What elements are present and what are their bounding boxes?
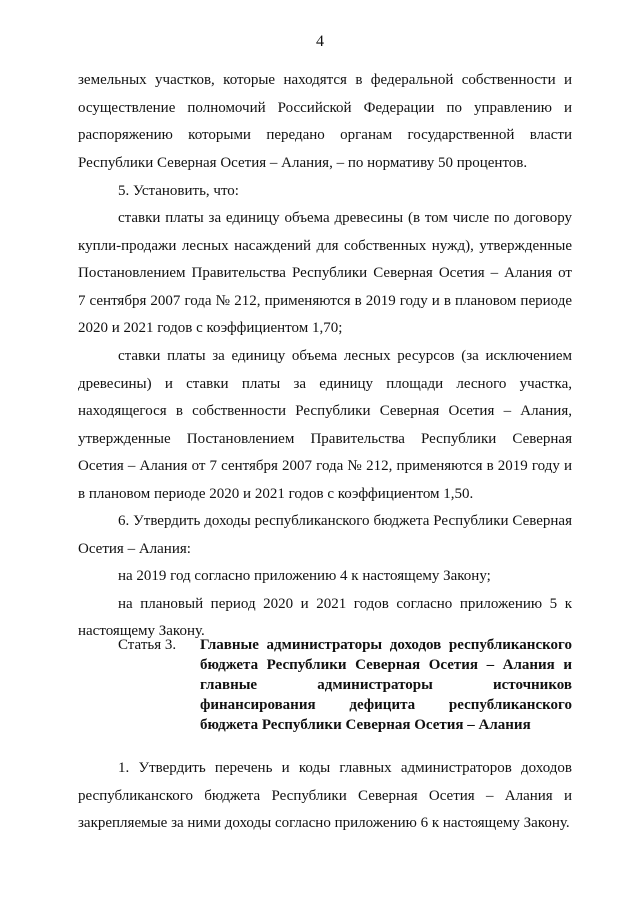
body-line: ставки платы за единицу объема лесных ресурсов (за исключением	[118, 348, 572, 364]
article-title-line: бюджета Республики Северная Осетия – Алания и	[200, 657, 572, 673]
body-line: ставки платы за единицу объема древесины (в том числе по договору	[118, 210, 572, 226]
body-line: древесины) и ставки платы за единицу площади лесного участка,	[78, 376, 572, 392]
body-line: в плановом периоде 2020 и 2021 годов с коэффициентом 1,50.	[78, 486, 474, 502]
body-line: земельных участков, которые находятся в федеральной собственности и	[78, 72, 572, 88]
body-line: на 2019 год согласно приложению 4 к настоящему Закону;	[118, 568, 491, 584]
body-line: утвержденные Постановлением Правительства Республики Северная	[78, 431, 572, 447]
article-label: Статья 3.	[118, 637, 177, 653]
body-line: распоряжению которыми передано органам государственной власти	[78, 127, 572, 143]
body-line: республиканского бюджета Республики Северная Осетия – Алания и	[78, 788, 572, 804]
body-line: 2020 и 2021 годов с коэффициентом 1,70;	[78, 320, 343, 336]
article-title-line: Главные администраторы доходов республиканского	[200, 637, 572, 653]
page-number: 4	[316, 33, 324, 50]
body-line: Осетия – Алания:	[78, 541, 191, 557]
body-line: закрепляемые за ними доходы согласно приложению 6 к настоящему Закону.	[78, 815, 570, 831]
article-title	[200, 635, 572, 735]
body-line: находящегося в собственности Республики Северная Осетия – Алания,	[78, 403, 572, 419]
body-line: купли-продажи лесных насаждений для собственных нужд), утвержденные	[78, 238, 572, 254]
body-line: 6. Утвердить доходы республиканского бюджета Республики Северная	[118, 513, 572, 529]
article-title-line: главные администраторы источников	[200, 677, 572, 693]
body-line: 1. Утвердить перечень и коды главных администраторов доходов	[118, 760, 572, 776]
body-line: настоящему Закону.	[78, 623, 205, 639]
body-line: 5. Установить, что:	[118, 183, 239, 199]
body-line: Постановлением Правительства Республики Северная Осетия – Алания от	[78, 265, 572, 281]
body-line: осуществление полномочий Российской Федерации по управлению и	[78, 100, 572, 116]
body-line: Республики Северная Осетия – Алания, – по нормативу 50 процентов.	[78, 155, 528, 171]
body-line: Осетия – Алания от 7 сентября 2007 года № 212, применяются в 2019 году и	[78, 458, 572, 474]
article-title-line: бюджета Республики Северная Осетия – Алания	[200, 717, 531, 733]
article-title-line: финансирования дефицита республиканского	[200, 697, 572, 713]
body-line: 7 сентября 2007 года № 212, применяются в 2019 году и в плановом периоде	[78, 293, 572, 309]
body-line: на плановый период 2020 и 2021 годов согласно приложению 5 к	[118, 596, 572, 612]
